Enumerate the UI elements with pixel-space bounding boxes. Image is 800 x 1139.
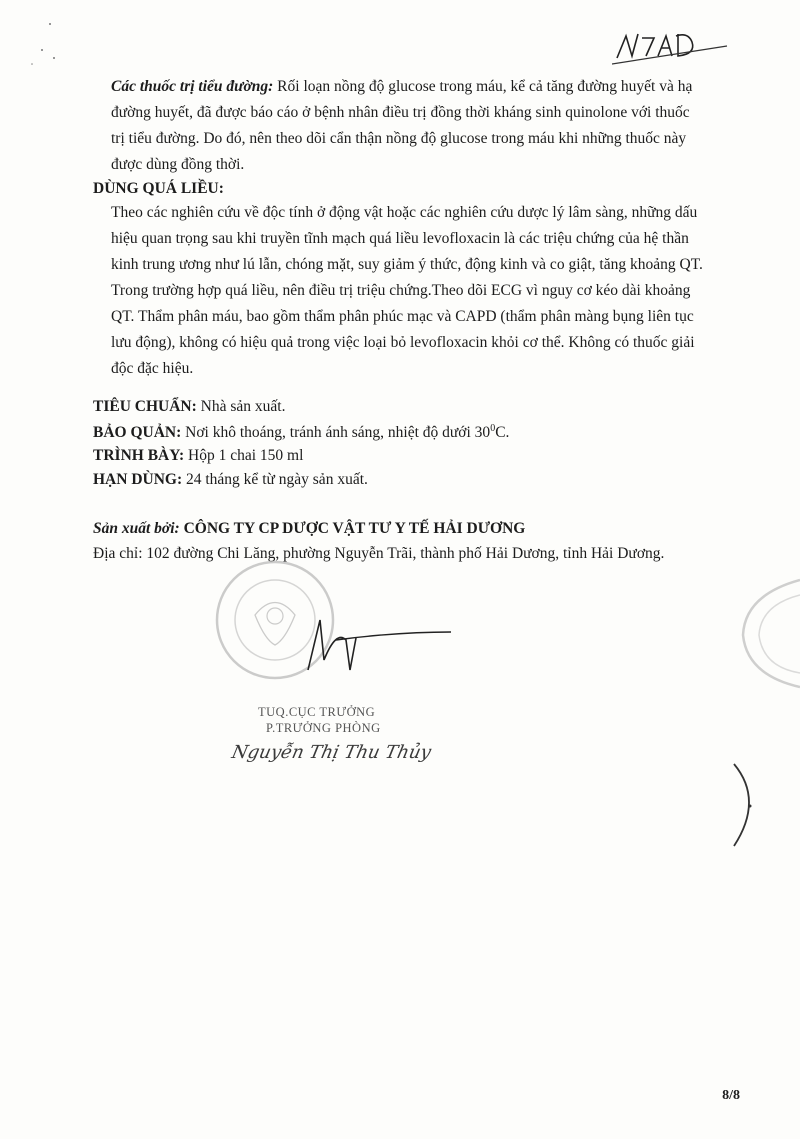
overdose-line: QT. Thẩm phân máu, bao gồm thẩm phân phúc mạc và CAPD (thẩm phân màng bụng liên tục <box>111 308 694 325</box>
overdose-paragraph <box>111 200 751 382</box>
storage-tail: C. <box>495 424 510 442</box>
diabetes-line-2: đường huyết, đã được báo cáo ở bệnh nhân điều trị đồng thời kháng sinh quinolone với thuốc <box>111 104 690 121</box>
signature-name: Nguyễn Thị Thu Thủy <box>229 742 434 763</box>
storage-label: BẢO QUẢN: <box>93 424 182 442</box>
standard-value: Nhà sản xuất. <box>196 398 286 415</box>
overdose-heading: DÙNG QUÁ LIỀU: <box>93 180 224 197</box>
expiry-row <box>93 471 368 489</box>
diabetes-line-3: trị tiểu đường. Do đó, nên theo dõi cẩn thận nồng độ glucose trong máu khi những thuốc này <box>111 130 687 147</box>
manufacturer-row <box>93 520 525 538</box>
diabetes-paragraph <box>111 74 751 178</box>
presentation-row <box>93 447 303 465</box>
signature-stroke <box>296 600 456 680</box>
initials-mark <box>612 26 732 68</box>
manufacturer-label: Sản xuất bởi: <box>93 520 180 537</box>
signature-title-1: TUQ.CỤC TRƯỞNG <box>258 705 376 719</box>
manufacturer-address: Địa chỉ: 102 đường Chi Lăng, phường Nguyễn Trãi, thành phố Hải Dương, tỉnh Hải Dương. <box>93 545 665 562</box>
overdose-line: lưu động), không có hiệu quả trong việc loại bỏ levofloxacin khỏi cơ thể. Không có thuốc giải <box>111 334 695 351</box>
storage-row <box>93 423 509 442</box>
edge-bracket <box>720 760 770 850</box>
standard-label: TIÊU CHUẨN: <box>93 398 197 415</box>
standard-row <box>93 398 285 416</box>
overdose-line: hiệu quan trọng sau khi truyền tĩnh mạch quá liều levofloxacin là các triệu chứng của hệ thần <box>111 230 689 247</box>
overdose-line: độc đặc hiệu. <box>111 360 194 377</box>
diabetes-line-1: Các thuốc trị tiểu đường: Rối loạn nồng độ glucose trong máu, kể cả tăng đường huyết và hạ <box>111 78 693 95</box>
diabetes-line-4: được dùng đồng thời. <box>111 156 245 173</box>
storage-value: Nơi khô thoáng, tránh ánh sáng, nhiệt độ dưới 30 <box>181 424 491 442</box>
presentation-value: Hộp 1 chai 150 ml <box>184 447 304 464</box>
scan-speckles <box>20 20 60 70</box>
signature-title-2: P.TRƯỞNG PHÒNG <box>266 721 381 735</box>
manufacturer-name: CÔNG TY CP DƯỢC VẬT TƯ Y TẾ HẢI DƯƠNG <box>179 520 526 537</box>
overdose-line: Theo các nghiên cứu về độc tính ở động vật hoặc các nghiên cứu dược lý lâm sàng, những dấu <box>111 204 698 221</box>
expiry-value: 24 tháng kể từ ngày sản xuất. <box>182 471 368 488</box>
edge-stamp <box>725 575 800 695</box>
presentation-label: TRÌNH BÀY: <box>93 447 185 464</box>
overdose-line: kinh trung ương như lú lẫn, chóng mặt, suy giảm ý thức, động kinh và co giật, tăng khoảng QT. <box>111 256 703 273</box>
overdose-line: Trong trường hợp quá liều, nên điều trị triệu chứng.Theo dõi ECG vì nguy cơ kéo dài khoảng <box>111 282 691 299</box>
expiry-label: HẠN DÙNG: <box>93 471 183 488</box>
degree-sup: 0 <box>490 423 496 434</box>
diabetes-label: Các thuốc trị tiểu đường: <box>111 78 274 95</box>
page-number: 8/8 <box>722 1088 740 1103</box>
